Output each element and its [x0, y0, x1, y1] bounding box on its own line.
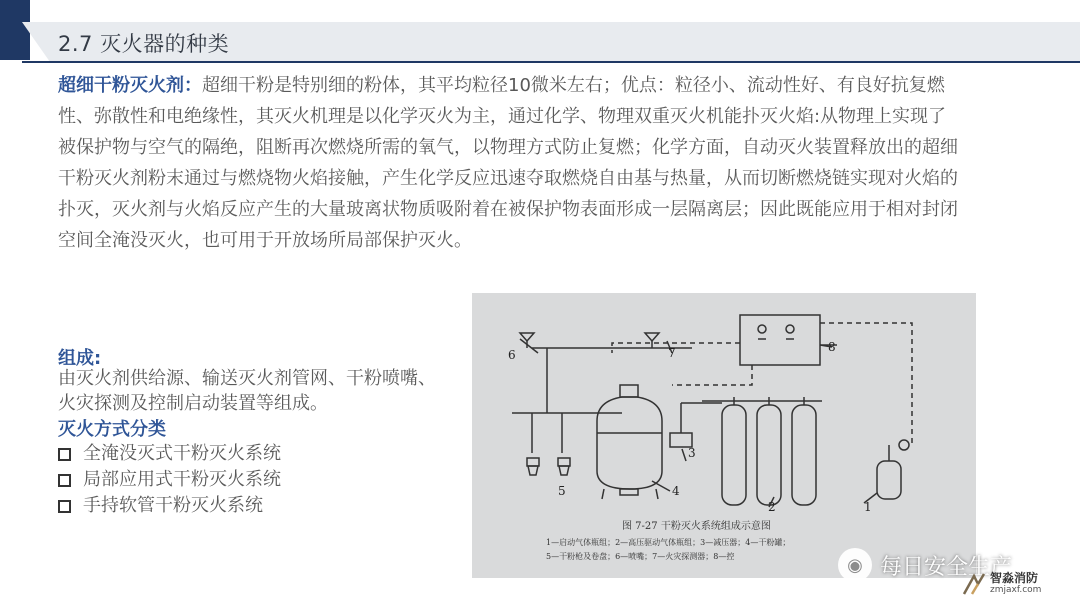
figure-legend: 1—启动气体瓶组；2—高压驱动气体瓶组；3—减压器；4—干粉罐； — [546, 538, 791, 547]
diagram-label: 8 — [828, 340, 836, 354]
composition-heading: 组成: — [58, 348, 102, 369]
logo-url: zmjaxf.com — [990, 585, 1042, 595]
page-title: 2.7 灭火器的种类 — [58, 32, 230, 56]
intro-lead: 超细干粉灭火剂： — [58, 75, 202, 96]
methods-heading: 灭火方式分类 — [58, 419, 166, 440]
list-item: 手持软管干粉灭火系统 — [58, 493, 281, 519]
figure-legend: 5—干粉枪及卷盘；6—喷嘴；7—火灾探测器；8—控 — [546, 552, 735, 561]
list-item: 全淹没灭式干粉灭火系统 — [58, 441, 281, 467]
watermark-text: 每日安全生产 — [880, 554, 1013, 580]
diagram-label: 6 — [508, 348, 516, 362]
intro-paragraph — [58, 70, 958, 256]
figure-caption: 图 7-27 干粉灭火系统组成示意图 — [622, 521, 771, 532]
square-bullet-icon — [58, 500, 71, 513]
diagram-label: 7 — [668, 346, 676, 360]
diagram-label: 2 — [768, 500, 776, 514]
system-diagram-photo — [472, 293, 976, 578]
diagram-drawing — [472, 293, 976, 578]
logo-name: 智淼消防 — [990, 571, 1039, 585]
logo-mark-icon — [962, 572, 986, 596]
composition-line-1: 由灭火剂供给源、输送灭火剂管网、干粉喷嘴、 — [58, 368, 436, 389]
header-divider — [22, 61, 1080, 63]
methods-list — [58, 441, 281, 519]
diagram-label: 1 — [864, 500, 872, 514]
square-bullet-icon — [58, 474, 71, 487]
square-bullet-icon — [58, 448, 71, 461]
diagram-label: 5 — [558, 484, 566, 498]
diagram-label: 4 — [672, 484, 680, 498]
diagram-label: 3 — [688, 446, 696, 460]
wechat-icon: ◉ — [838, 548, 872, 582]
intro-text: 超细干粉是特别细的粉体，其平均粒径10微米左右；优点：粒径小、流动性好、有良好抗复燃性、弥散性和电绝缘性，其灭火机理是以化学灭火为主，通过化学、物理双重灭火机能扑灭火焰:从物理上实现了被保护物与空气的隔绝，阻断再次燃烧所需的氧气，以物理方式防止复燃；化学方面，自动灭火装置释放出的超细干粉灭火剂粉末通过与燃烧物火焰接触，产生化学反应迅速夺取燃烧自由基与热量，从而切断燃烧链实现对火焰的扑灭，灭火剂与火焰反应产生的大量玻离状物质吸附着在被保护物表面形成一层隔离层；因此既能应用于相对封闭空间全淹没灭火，也可用于开放场所局部保护灭火。 — [58, 75, 958, 251]
composition-line-2: 火灾探测及控制启动装置等组成。 — [58, 393, 328, 414]
list-item: 局部应用式干粉灭火系统 — [58, 467, 281, 493]
brand-logo — [962, 572, 1041, 596]
header-accent — [0, 0, 30, 60]
